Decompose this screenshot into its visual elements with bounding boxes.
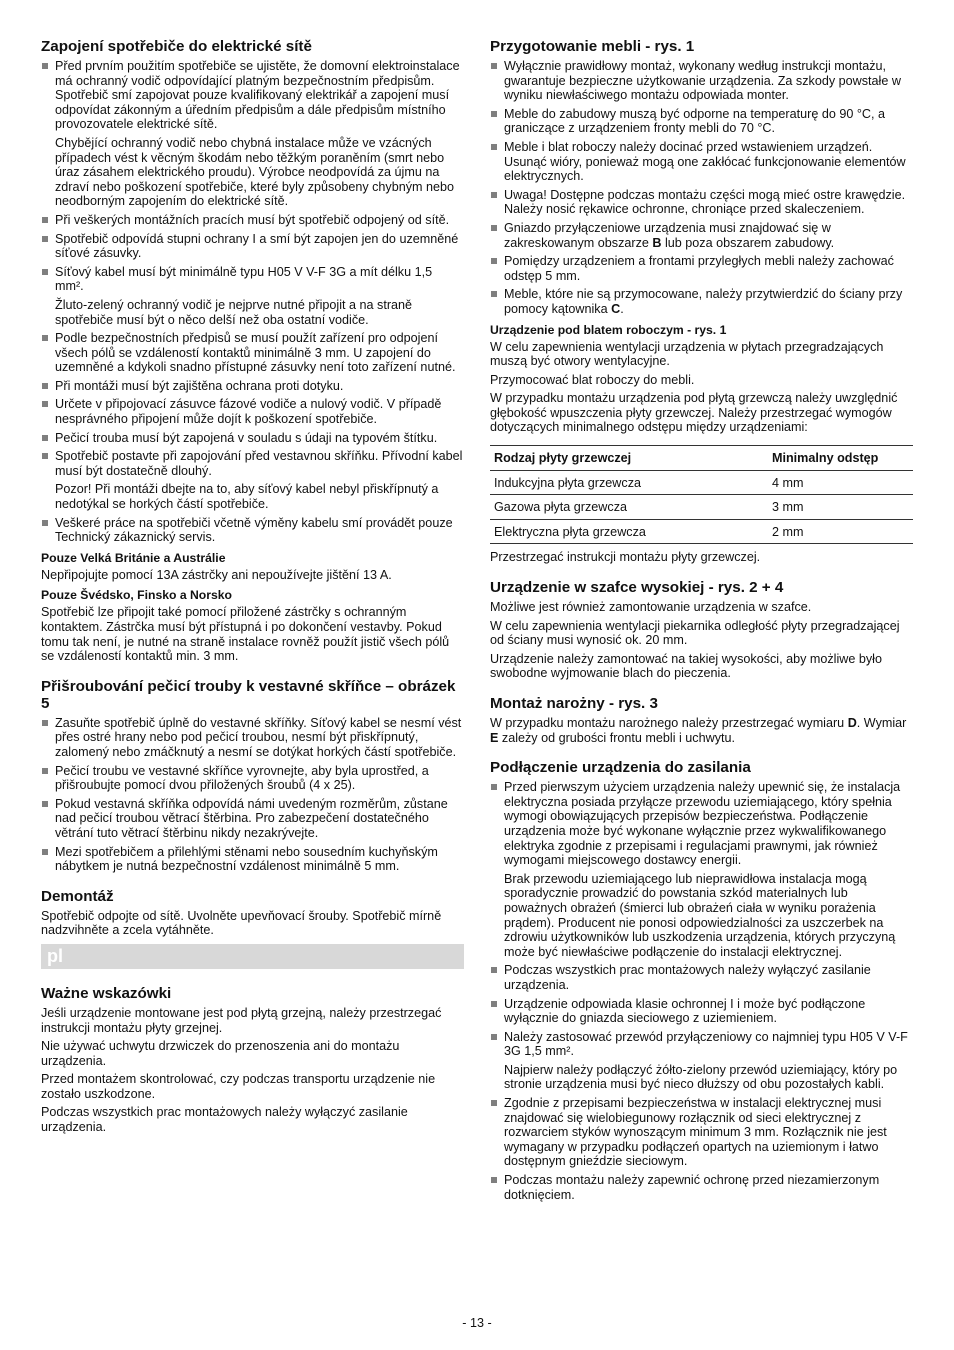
list-item: Mezi spotřebičem a přilehlými stěnami nebo sousedním kuchyňským nábytkem je nutná bezpečnostní vzdálenost minimálně 5 mm.	[41, 845, 464, 874]
table-cell: 4 mm	[768, 470, 913, 495]
subheading: Urządzenie pod blatem roboczym - rys. 1	[490, 322, 727, 337]
page-number: - 13 -	[462, 1316, 492, 1330]
table-cell: Indukcyjna płyta grzewcza	[490, 470, 768, 495]
list-item: Síťový kabel musí být minimálně typu H05 V V-F 3G a mít délku 1,5 mm². Žluto-zelený ochranný vodič je nejprve nutné připojit a na straně spotřebiče musí být o něco delší než oba ostatní vodiče.	[41, 265, 464, 327]
list-item: Urządzenie odpowiada klasie ochronnej I i może być podłączone wyłącznie do gniazda sieciowego z uziemieniem.	[490, 997, 913, 1026]
list-item: Zgodnie z przepisami bezpieczeństwa w instalacji elektrycznej musi znajdować się wielobiegunowy rozłącznik od sieci elektrycznej z rozwarciem styków wynoszącym minimum 3 mm. Rozłącznik nie jest wymagany w przypadku podłączeń opartych na uziemionym i łatwo dostępnym gnieździe sieciowym.	[490, 1096, 913, 1169]
list-item: Spotřebič postavte při zapojování před vestavnou skříňku. Přívodní kabel musí být dostatečně dlouhý. Pozor! Při montáži dbejte na to, aby síťový kabel nebyl přiskřípnutý a nedotýkal se horkých částí spotřebiče.	[41, 449, 464, 511]
paragraph: Urządzenie należy zamontować na takiej wysokości, aby możliwe było swobodne wyjmowanie blach do pieczenia.	[490, 651, 882, 681]
section-important-notes-pl	[41, 985, 464, 1135]
section-heading: Demontáž	[41, 887, 114, 905]
list-item: Meble do zabudowy muszą być odporne na temperaturę do 90 °C, a graniczące z urządzeniem fronty mebli do 70 °C.	[490, 107, 913, 136]
paragraph: Przymocować blat roboczy do mebli.	[490, 372, 695, 387]
paragraph: Jeśli urządzenie montowane jest pod płytą grzejną, należy przestrzegać instrukcji montażu płyty grzejnej.	[41, 1005, 442, 1035]
table-header: Rodzaj płyty grzewczej	[490, 446, 768, 471]
paragraph: Przed montażem skontrolować, czy podczas transportu urządzenie nie zostało uszkodzone.	[41, 1072, 436, 1101]
table-header-row	[490, 446, 913, 471]
section-screwing-oven-cs	[41, 678, 464, 874]
table-cell: 2 mm	[768, 519, 913, 544]
bullet-list	[490, 780, 913, 1202]
figure-label: C	[611, 301, 621, 316]
list-item-continuation: Brak przewodu uziemiającego lub nieprawidłowa instalacja mogą sporadycznie prowadzić do powstania szkód materialnych lub poważnych obrażeń (śmierci lub obrażeń ciała w wyniku porażenia prądem). Producent nie ponosi odpowiedzialności za uszczerbek na zdrowiu użytkowników lub uszkodzenia urządzenia, których przyczyną może być niewłaściwe podłączenie do instalacji elektrycznej.	[504, 871, 896, 959]
list-item-continuation: Žluto-zelený ochranný vodič je nejprve nutné připojit a na straně spotřebiče musí být o něco delší než oba ostatní vodiče.	[55, 297, 413, 327]
list-item: Wyłącznie prawidłowy montaż, wykonany według instrukcji montażu, gwarantuje bezpieczne użytkowanie urządzenia. Za szkody powstałe w wyniku niewłaściwego montażu odpowiada monter.	[490, 59, 913, 103]
section-tall-cabinet	[490, 579, 913, 681]
section-heading: Přišroubování pečicí trouby k vestavné skříňce – obrázek 5	[41, 677, 456, 712]
paragraph: W przypadku montażu narożnego należy przestrzegać wymiaru D. Wymiar E zależy od grubości frontu mebli i uchwytu.	[490, 716, 907, 745]
paragraph: Nepřipojujte pomocí 13A zástrčky ani nepoužívejte jištění 13 A.	[41, 567, 392, 582]
table-row	[490, 495, 913, 520]
bullet-list	[41, 59, 464, 545]
list-item: Určete v připojovací zásuvce fázové vodiče a nulový vodič. V případě nesprávného připojení může dojít k poškození spotřebiče.	[41, 397, 464, 426]
hob-distance-table	[490, 445, 913, 544]
list-item: Podle bezpečnostních předpisů se musí použít zařízení pro odpojení všech pólů se vzdáleností kontaktů minimálně 3 mm. U zapojení do uzemněné a kdykoli snadno přístupné zásuvky není toto zařízení nutné.	[41, 331, 464, 375]
section-removal-cs	[41, 888, 464, 938]
list-item: Pokud vestavná skříňka odpovídá námi uvedeným rozměrům, zůstane nad pečicí troubou větrací štěrbina. Pro zabezpečení dostatečného větrání tuto větrací štěrbinu nikdy nezakrývejte.	[41, 797, 464, 841]
section-power-connection-pl	[490, 759, 913, 1202]
left-column	[41, 38, 464, 1149]
list-item-continuation: Pozor! Při montáži dbejte na to, aby síťový kabel nebyl přiskřípnutý a nedotýkal se horkých částí spotřebiče.	[55, 482, 439, 512]
paragraph: W celu zapewnienia wentylacji urządzenia w płytach przegradzających muszą być otwory wentylacyjne.	[490, 339, 884, 369]
figure-label: D	[847, 716, 857, 730]
section-heading: Zapojení spotřebiče do elektrické sítě	[41, 38, 312, 55]
list-item: Należy zastosować przewód przyłączeniowy co najmniej typu H05 V V-F 3G 1,5 mm². Najpierw należy podłączyć żółto-zielony przewód uziemiający, który po stronie urządzenia musi być nieco dłuższy od obu pozostałych kabli.	[490, 1030, 913, 1092]
table-cell: 3 mm	[768, 495, 913, 520]
list-item: Veškeré práce na spotřebiči včetně výměny kabelu smí provádět pouze Technický zákaznický servis.	[41, 516, 464, 545]
section-heading: Przygotowanie mebli - rys. 1	[490, 38, 695, 55]
list-item: Spotřebič odpovídá stupni ochrany I a smí být zapojen jen do uzemněné síťové zásuvky.	[41, 232, 464, 261]
list-item: Podczas wszystkich prac montażowych należy wyłączyć zasilanie urządzenia.	[490, 963, 913, 992]
list-item: Meble i blat roboczy należy docinać przed wstawieniem urządzeń. Usunąć wióry, ponieważ mogą one zakłócać funkcjonowanie elementów elektrycznych.	[490, 140, 913, 184]
list-item: Uwaga! Dostępne podczas montażu części mogą mieć ostre krawędzie. Należy nosić rękawice ochronne, chroniące przed skaleczeniem.	[490, 188, 913, 217]
bullet-list	[490, 59, 913, 317]
section-corner-installation	[490, 695, 913, 745]
list-item: Podczas montażu należy zapewnić ochronę przed niezamierzonym dotknięciem.	[490, 1173, 913, 1202]
paragraph: Podczas wszystkich prac montażowych należy wyłączyć zasilanie urządzenia.	[41, 1105, 408, 1135]
list-item-continuation: Chybějící ochranný vodič nebo chybná instalace může ve vzácných případech vést k věcným škodám nebo těžkým poraněním (smrt nebo úraz zásahem elektrického proudu). Výrobce neodpovídá za újmu na zdraví nebo poškození spotřebiče, které byly způsobeny chybným nebo neodborným zapojením do elektrické sítě.	[55, 135, 455, 209]
table-row	[490, 519, 913, 544]
paragraph: Przestrzegać instrukcji montażu płyty grzewczej.	[490, 550, 761, 565]
paragraph: W przypadku montażu urządzenia pod płytą grzewczą należy uwzględnić głębokość wpuszczenia płyty grzewczej. Należy przestrzegać wymogów dotyczących minimalnego odstępu między urządzeniami:	[490, 391, 898, 435]
section-heading: Podłączenie urządzenia do zasilania	[490, 759, 751, 777]
list-item: Při veškerých montážních pracích musí být spotřebič odpojený od sítě.	[41, 213, 464, 228]
subheading: Pouze Švédsko, Finsko a Norsko	[41, 588, 232, 603]
figure-label: B	[652, 235, 662, 250]
section-heading: Urządzenie w szafce wysokiej - rys. 2 + 4	[490, 579, 784, 597]
section-electrical-connection-cs	[41, 38, 464, 664]
list-item: Pomiędzy urządzeniem a frontami przyległych mebli należy zachować odstęp 5 mm.	[490, 254, 913, 283]
figure-label: E	[490, 730, 499, 745]
table-cell: Gazowa płyta grzewcza	[490, 495, 768, 520]
paragraph: Możliwe jest również zamontowanie urządzenia w szafce.	[490, 600, 812, 615]
paragraph: W celu zapewnienia wentylacji piekarnika odległość płyty przegradzającej od ściany musi wynosić ok. 20 mm.	[490, 618, 900, 648]
subheading: Pouze Velká Británie a Austrálie	[41, 550, 226, 565]
list-item: Před prvním použitím spotřebiče se ujistěte, že domovní elektroinstalace má ochranný vodič odpovídající platným bezpečnostním předpisům. Spotřebič smí zapojovat pouze kvalifikovaný elektrikář a zapojení musí odpovídat zákonným a úředním předpisům a dále předpisům místního provozovatele elektrické sítě. Chybějící ochranný vodič nebo chybná instalace může ve vzácných případech vést k věcným škodám nebo těžkým poraněním (smrt nebo úraz zásahem elektrického proudu). Výrobce neodpovídá za újmu na zdraví nebo poškození spotřebiče, které byly způsobeny chybným nebo neodborným zapojením do elektrické sítě.	[41, 59, 464, 209]
language-banner: pl	[41, 944, 464, 969]
right-column	[490, 38, 913, 1216]
paragraph: Spotřebič odpojte od sítě. Uvolněte upevňovací šrouby. Spotřebič mírně nadzvihněte a zcela vytáhněte.	[41, 908, 442, 938]
list-item: Gniazdo przyłączeniowe urządzenia musi znajdować się w zakreskowanym obszarze B lub poza obszarem zabudowy.	[490, 221, 913, 250]
list-item: Zasuňte spotřebič úplně do vestavné skříňky. Síťový kabel se nesmí vést přes ostré hrany nebo pod pečicí troubou, nesmí být přiskřípnutý, zalomený nebo zmáčknutý a nesmí se dotýkat horkých částí spotřebiče.	[41, 716, 464, 760]
list-item: Pečicí trouba musí být zapojená v souladu s údaji na typovém štítku.	[41, 431, 464, 446]
table-cell: Elektryczna płyta grzewcza	[490, 519, 768, 544]
list-item: Meble, które nie są przymocowane, należy przytwierdzić do ściany przy pomocy kątownika C.	[490, 287, 913, 316]
section-heading: Ważne wskazówki	[41, 984, 172, 1002]
table-header: Minimalny odstęp	[768, 446, 913, 471]
section-furniture-preparation	[490, 38, 913, 565]
bullet-list	[41, 716, 464, 874]
paragraph: Spotřebič lze připojit také pomocí přiložené zástrčky s ochranným kontaktem. Zástrčka musí být přístupná i po dokončení vestavby. Pokud tomu tak není, je nutné na straně instalace rovněž použít jistič všech pólů se vzdáleností kontaktů min. 3 mm.	[41, 605, 450, 664]
list-item: Przed pierwszym użyciem urządzenia należy upewnić się, że instalacja elektryczna posiada przyłącze przewodu uziemiającego, który spełnia wymogi obowiązujących przepisów bezpieczeństwa. Podłączenie urządzenia może być wykonane wyłącznie przez wykwalifikowanego elektryka zgodnie z przepisami i regulacjami prawnymi, jak również wymogami miejscowego dostawcy energii. Brak przewodu uziemiającego lub nieprawidłowa instalacja mogą sporadycznie prowadzić do powstania szkód materialnych lub poważnych obrażeń (śmierci lub obrażeń ciała w wyniku porażenia prądem). Producent nie ponosi odpowiedzialności za uszczerbek na zdrowiu użytkowników lub uszkodzenia urządzenia, których przyczyną może być niewłaściwe podłączenie do instalacji elektrycznej.	[490, 780, 913, 959]
section-heading: Montaż narożny - rys. 3	[490, 695, 658, 712]
table-row	[490, 470, 913, 495]
list-item: Při montáži musí být zajištěna ochrana proti dotyku.	[41, 379, 464, 394]
list-item: Pečicí troubu ve vestavné skříňce vyrovnejte, aby byla uprostřed, a přišroubujte pomocí dvou přiložených šroubů (4 x 25).	[41, 764, 464, 793]
paragraph: Nie używać uchwytu drzwiczek do przenoszenia ani do montażu urządzenia.	[41, 1039, 400, 1068]
list-item-continuation: Najpierw należy podłączyć żółto-zielony przewód uziemiający, który po stronie urządzenia musi być nieco dłuższy od obu pozostałych kabli.	[504, 1062, 898, 1092]
